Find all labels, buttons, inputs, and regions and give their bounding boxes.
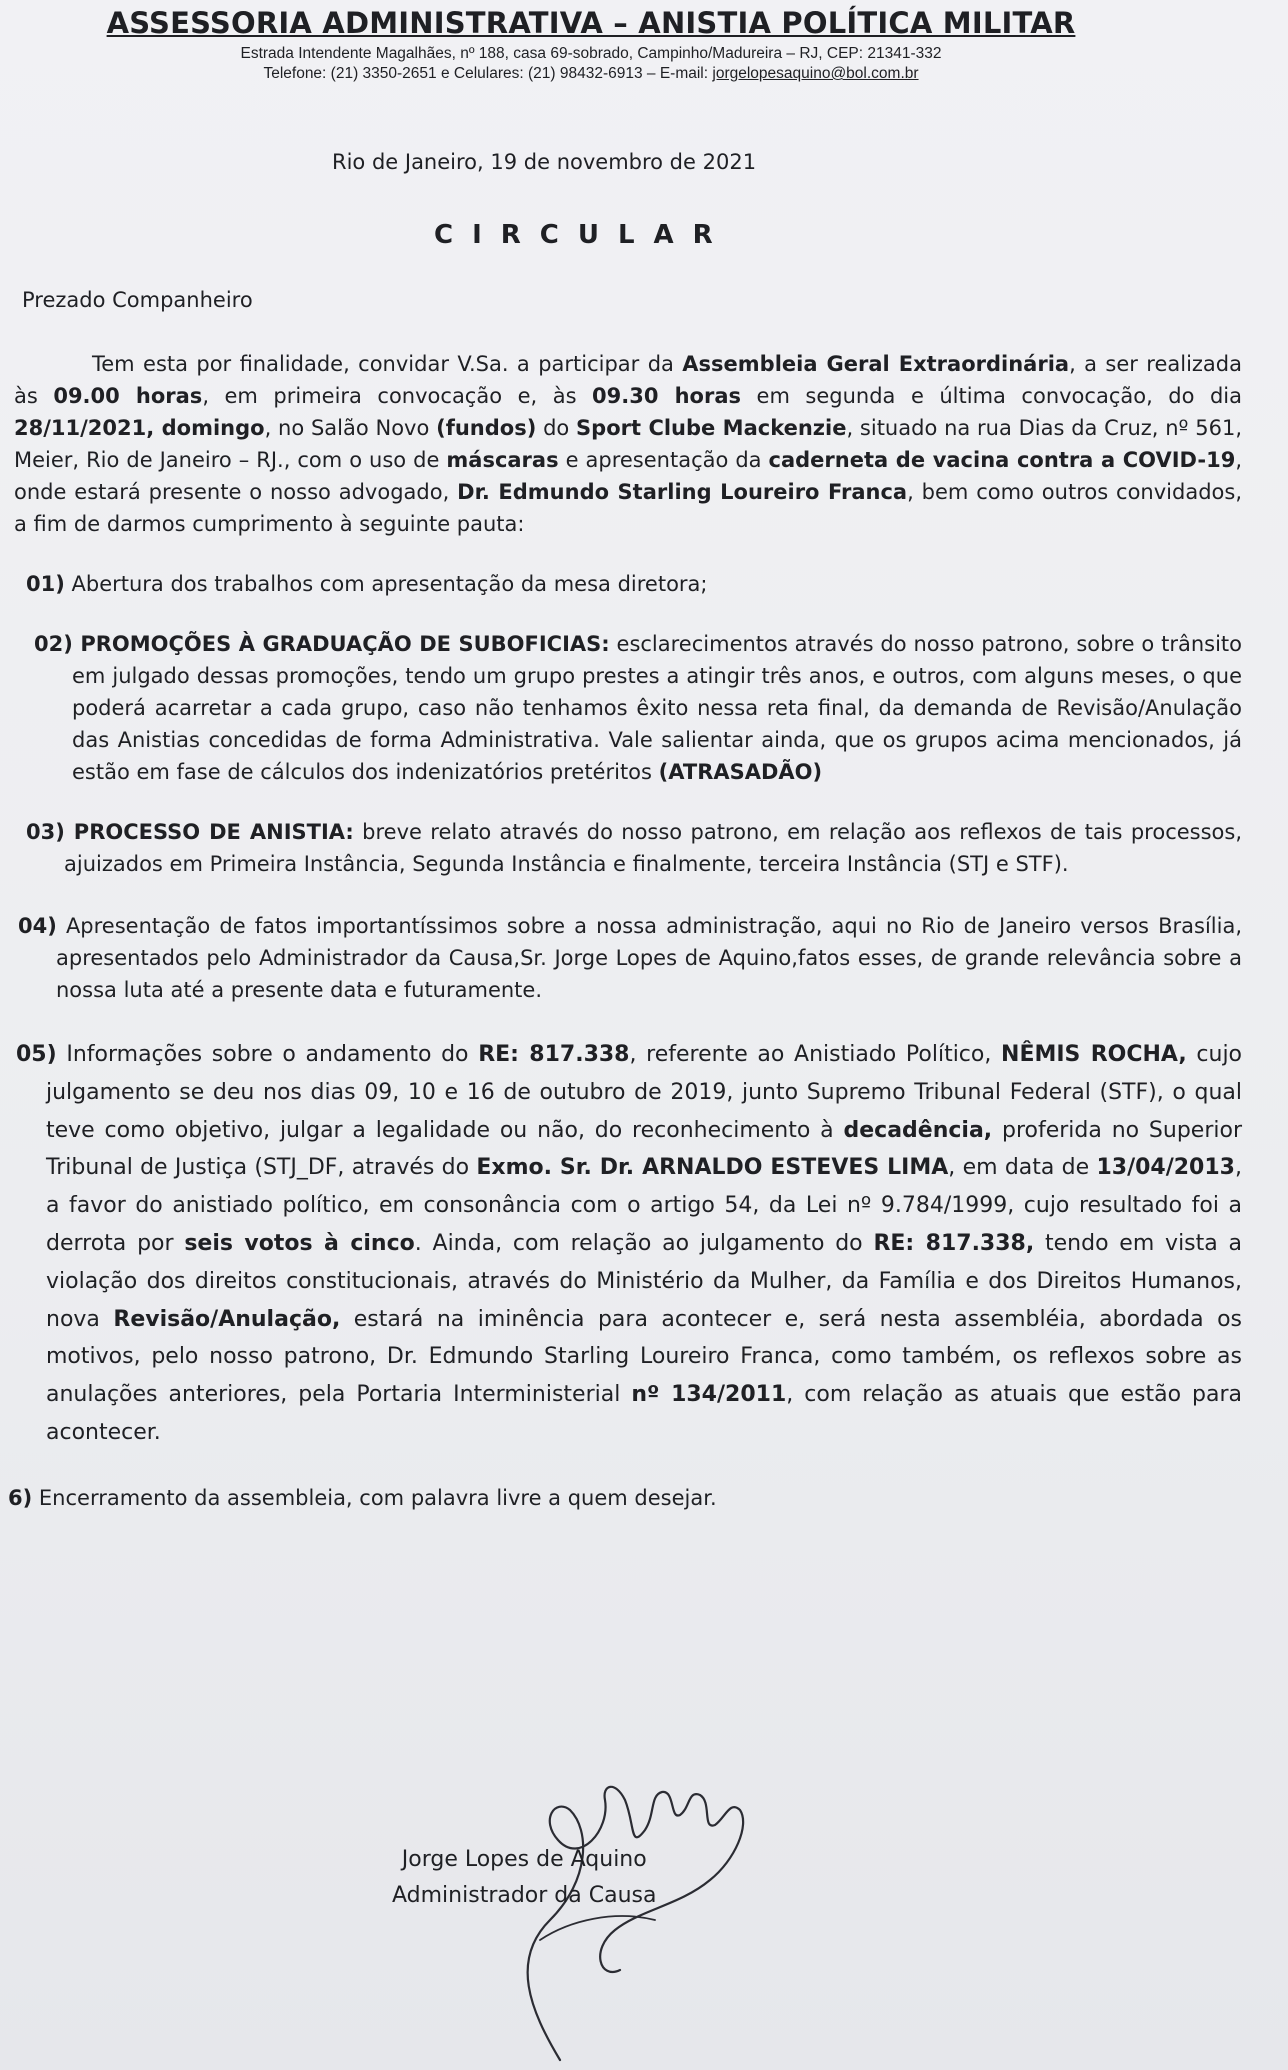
- intro-text: em segunda e última convocação, do dia: [741, 384, 1242, 408]
- intro-text: , no Salão Novo: [264, 416, 437, 440]
- intro-bold: Dr. Edmundo Starling Loureiro Franca: [457, 480, 908, 504]
- item-bold: PROCESSO DE ANISTIA:: [64, 820, 354, 844]
- intro-bold: máscaras: [446, 448, 559, 472]
- item-text: , a favor do anistiado político, em consonância com o artigo 54, da Lei nº 9.784/1999, cujo resultado foi a derrota por: [46, 1155, 1242, 1256]
- intro-text: , a ser realizada às: [14, 352, 1242, 408]
- agenda-item-1: [14, 568, 1242, 600]
- item-bold: RE: 817.338: [478, 1042, 630, 1067]
- item-text: tendo em vista a violação dos direitos constitucionais, através do Ministério da Mulher, da Família e dos Direitos Humanos, nova: [46, 1230, 1243, 1332]
- salutation: Prezado Companheiro: [22, 288, 253, 312]
- intro-text: , em primeira convocação e, às: [202, 384, 593, 408]
- item-number: 03): [26, 820, 65, 844]
- organization-title: ASSESSORIA ADMINISTRATIVA – ANISTIA POLÍTICA MILITAR: [106, 6, 1076, 40]
- handwritten-signature-icon: [440, 1770, 770, 2070]
- item-text: Apresentação de fatos importantíssimos sobre a nossa administração, aqui no Rio de Janeiro versos Brasília, apresentados pelo Administrador da Causa,Sr. Jorge Lopes de Aquino,fatos esses, de grande relevância sobre a nossa luta até a presente data e futuramente.: [56, 914, 1242, 1002]
- letterhead: [94, 0, 1088, 84]
- item-text: . Ainda, com relação ao julgamento do: [414, 1230, 874, 1256]
- intro-text: e apresentação da: [558, 448, 769, 472]
- item-text: , com relação as atuais que estão para acontecer.: [46, 1382, 1242, 1445]
- item-bold: RE: 817.338,: [873, 1230, 1035, 1256]
- item-number: 04): [18, 914, 57, 938]
- agenda-item-3: [14, 816, 1242, 880]
- agenda-item-4: [14, 910, 1242, 1006]
- item-bold: Revisão/Anulação,: [113, 1306, 341, 1332]
- intro-text: Tem esta por finalidade, convidar V.Sa. a participar da: [92, 352, 683, 376]
- agenda-item-2: [14, 628, 1242, 788]
- item-bold: seis votos à cinco: [184, 1230, 415, 1256]
- intro-bold: Sport Clube Mackenzie: [576, 416, 847, 440]
- document-title: CIRCULAR: [434, 220, 732, 250]
- signatory-name: Jorge Lopes de Aquino: [401, 1847, 647, 1872]
- item-text: breve relato através do nosso patrono, em relação aos reflexos de tais processos, ajuizados em Primeira Instância, Segunda Instância e finalmente, terceira Instância (STJ e STF).: [64, 820, 1243, 876]
- intro-bold: 09.00 horas: [53, 384, 203, 408]
- intro-bold: Assembleia Geral Extraordinária: [682, 352, 1070, 376]
- item-text: , em data de: [948, 1155, 1097, 1181]
- item-text: cujo julgamento se deu nos dias 09, 10 e 16 de outubro de 2019, junto Supremo Tribunal Federal (STF), o qual teve como objetivo, julgar a legalidade ou não, do reconhecimento à: [46, 1042, 1243, 1143]
- item-text: esclarecimentos através do nosso patrono, sobre o trânsito em julgado dessas promoções, tendo um grupo prestes a atingir três anos, e outros, com alguns meses, o que poderá acarretar a cada grupo, caso não tenhamos êxito nessa reta final, da demanda de Revisão/Anulação das Anistias concedidas de forma Administrativa. Vale salientar ainda, que os grupos acima mencionados, já estão em fase de cálculos dos indenizatórios pretéritos: [72, 632, 1242, 784]
- item-bold: 13/04/2013: [1096, 1155, 1235, 1181]
- item-number: 6): [8, 1485, 33, 1510]
- item-number: 05): [16, 1042, 57, 1067]
- item-bold: (ATRASADÃO): [658, 760, 823, 784]
- item-text: Encerramento da assembleia, com palavra livre a quem desejar.: [32, 1485, 717, 1510]
- intro-text: do: [536, 416, 577, 440]
- item-text: proferida no Superior Tribunal de Justiça (STJ_DF, através do: [46, 1117, 1242, 1181]
- intro-text: , bem como outros convidados, a fim de darmos cumprimento à seguinte pauta:: [14, 480, 1242, 536]
- signature-block: [392, 1842, 656, 1914]
- intro-text: , onde estará presente o nosso advogado,: [14, 448, 1242, 504]
- signatory-role: Administrador da Causa: [392, 1883, 657, 1908]
- item-number: 02): [34, 632, 73, 656]
- intro-text: , situado na rua Dias da Cruz, nº 561, Meier, Rio de Janeiro – RJ., com o uso de: [14, 416, 1242, 472]
- organization-contacts: [94, 64, 1088, 84]
- item-bold: nº 134/2011: [631, 1382, 787, 1408]
- contacts-text: Telefone: (21) 3350-2651 e Celulares: (21) 98432-6913 – E-mail:: [263, 65, 709, 82]
- item-bold: NÊMIS ROCHA,: [1001, 1042, 1187, 1067]
- agenda-item-5: [14, 1036, 1242, 1452]
- item-text: , referente ao Anistiado Político,: [629, 1042, 1002, 1067]
- item-text: Informações sobre o andamento do: [56, 1042, 479, 1067]
- date-line: Rio de Janeiro, 19 de novembro de 2021: [332, 150, 757, 174]
- item-bold: PROMOÇÕES À GRADUAÇÃO DE SUBOFICIAS:: [72, 632, 610, 656]
- intro-bold: 28/11/2021, domingo: [14, 416, 265, 440]
- agenda-item-6: [8, 1482, 1242, 1514]
- item-bold: decadência,: [843, 1117, 993, 1143]
- organization-address: Estrada Intendente Magalhães, nº 188, casa 69-sobrado, Campinho/Madureira – RJ, CEP: 21341-332: [240, 45, 942, 62]
- item-text: Abertura dos trabalhos com apresentação da mesa diretora;: [64, 572, 708, 596]
- intro-bold: caderneta de vacina contra a COVID-19: [768, 448, 1236, 472]
- email-link[interactable]: jorgelopesaquino@bol.com.br: [712, 65, 919, 82]
- item-number: 01): [26, 572, 65, 596]
- intro-bold: 09.30 horas: [592, 384, 742, 408]
- item-bold: Exmo. Sr. Dr. ARNALDO ESTEVES LIMA: [476, 1155, 949, 1181]
- item-text: estará na iminência para acontecer e, será nesta assembléia, abordada os motivos, pelo nosso patrono, Dr. Edmundo Starling Loureiro Franca, como também, os reflexos sobre as anulações anteriores, pela Portaria Interministerial: [46, 1306, 1242, 1408]
- intro-bold: (fundos): [436, 416, 537, 440]
- intro-paragraph: [14, 348, 1242, 540]
